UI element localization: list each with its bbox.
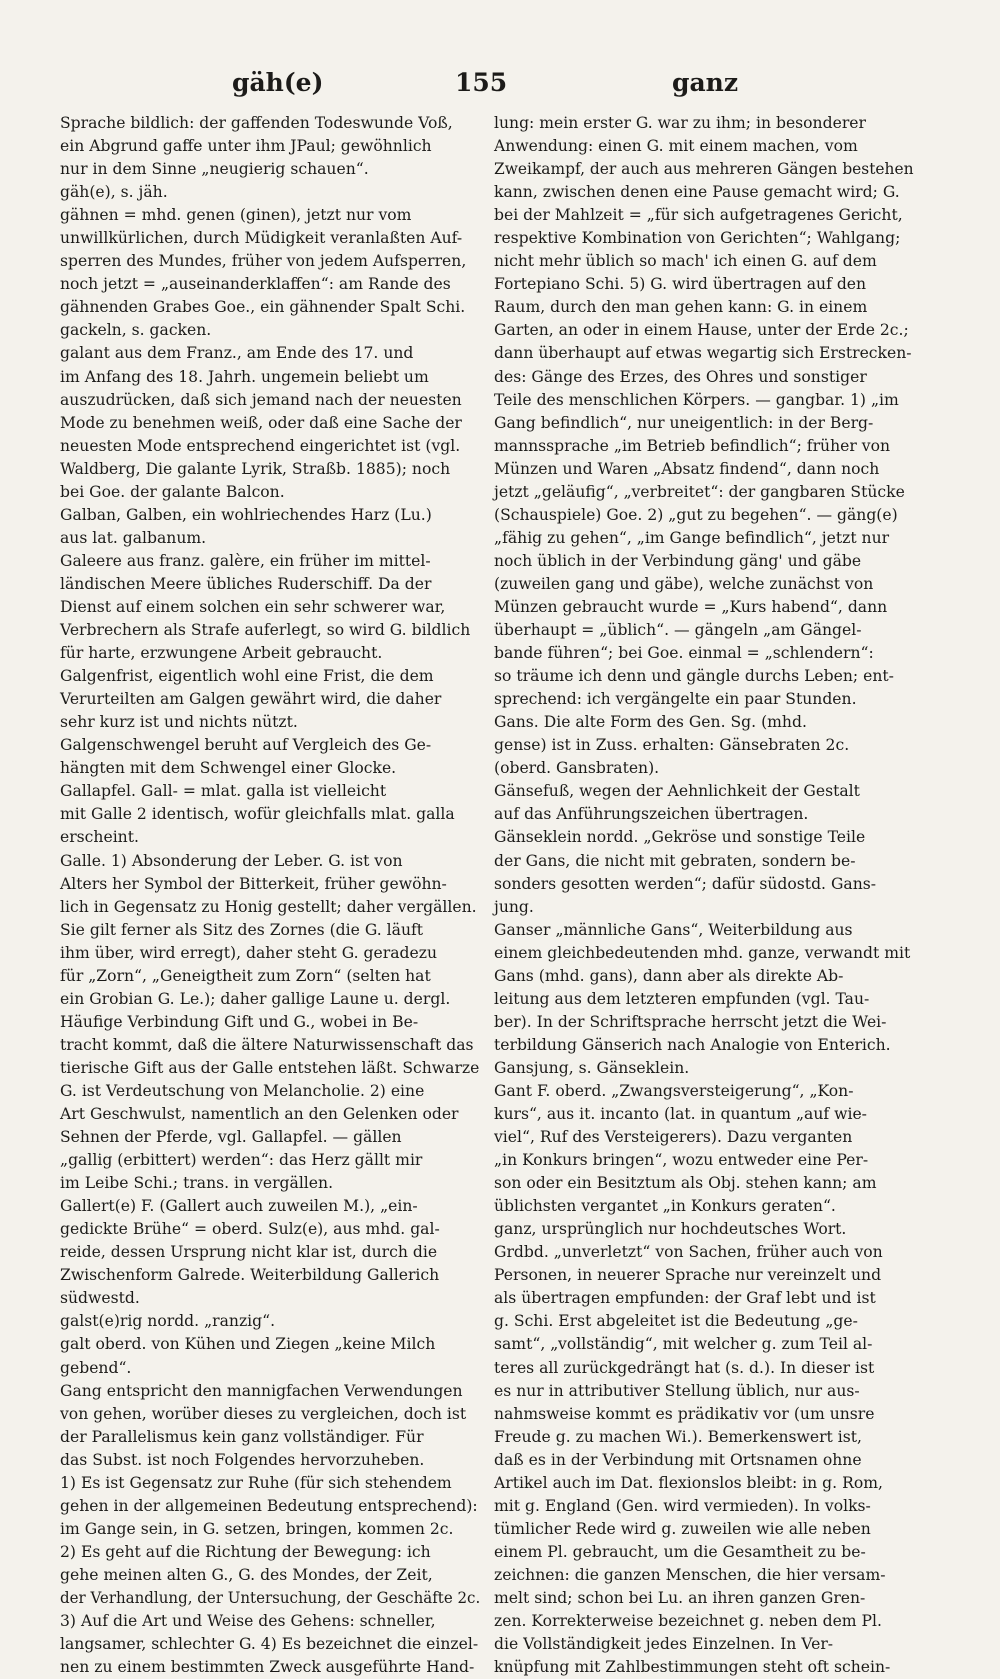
text-line: ihm über, wird erregt), daher steht G. geradezu [60, 943, 437, 962]
text-line: samt“, „vollständig“, mit welcher g. zum Teil al- [494, 1335, 873, 1354]
text-line: Verbrechern als Strafe auferlegt, so wird G. bildlich [60, 621, 471, 640]
text-line: viel“, Ruf des Versteigerers). Dazu verganten [494, 1128, 853, 1147]
text-line: gehen in der allgemeinen Bedeutung entsprechend): [60, 1496, 478, 1515]
text-line: Zwischenform Galrede. Weiterbildung Gallerich [60, 1266, 440, 1285]
text-line: Gänseklein nordd. „Gekröse und sonstige Teile [494, 828, 866, 847]
text-line: mit g. England (Gen. wird vermieden). In volks- [494, 1496, 871, 1515]
text-line: ländischen Meere übliches Ruderschiff. Da der [60, 574, 432, 593]
text-line: sprechend: ich vergängelte ein paar Stunden. [494, 690, 857, 709]
text-line: jung. [494, 897, 534, 916]
text-line: g. Schi. Erst abgeleitet ist die Bedeutung „ge- [494, 1312, 858, 1331]
text-line: bei Goe. der galante Balcon. [60, 482, 285, 501]
text-line: Grdbd. „unverletzt“ von Sachen, früher auch von [494, 1243, 883, 1262]
text-line: Gans (mhd. gans), dann aber als direkte Ab- [494, 966, 844, 985]
text-line: für „Zorn“, „Geneigtheit zum Zorn“ (selten hat [60, 966, 431, 985]
text-line: Garten, an oder in einem Hause, unter der Erde 2c.; [494, 321, 909, 340]
text-line: Galban, Galben, ein wohlriechendes Harz (Lu.) [60, 505, 432, 524]
text-line: gebend“. [60, 1358, 132, 1377]
text-line: zen. Korrekterweise bezeichnet g. neben dem Pl. [494, 1612, 882, 1631]
text-line: gackeln, s. gacken. [60, 321, 212, 340]
text-line: sonders gesotten werden“; dafür südostd. Gans- [494, 874, 877, 893]
text-line: mit Galle 2 identisch, wofür gleichfalls mlat. galla [60, 805, 455, 824]
text-line: lung: mein erster G. war zu ihm; in besonderer [494, 114, 866, 132]
text-line: Galgenfrist, eigentlich wohl eine Frist, die dem [60, 667, 434, 686]
text-line: der Verhandlung, der Untersuchung, der Geschäfte 2c. [60, 1589, 481, 1607]
text-line: melt sind; schon bei Lu. an ihren ganzen Gren- [494, 1589, 866, 1607]
text-line: der Parallelismus kein ganz vollständiger. Für [60, 1427, 424, 1446]
text-line: ber). In der Schriftsprache herrscht jetzt die Wei- [494, 1012, 887, 1031]
text-line: Häufige Verbindung Gift und G., wobei in Be- [60, 1012, 419, 1031]
text-line: der Gans, die nicht mit gebraten, sondern be- [494, 851, 856, 870]
text-line: leitung aus dem letzteren empfunden (vgl. Tau- [494, 989, 870, 1008]
text-line: gehe meinen alten G., G. des Mondes, der Zeit, [60, 1565, 433, 1584]
text-line: einem Pl. gebraucht, um die Gesamtheit zu be- [494, 1542, 866, 1561]
text-line: ein Abgrund gaffe unter ihm JPaul; gewöhnlich [60, 137, 432, 156]
text-line: galant aus dem Franz., am Ende des 17. und [60, 344, 414, 363]
text-line: Dienst auf einem solchen ein sehr schwerer war, [60, 597, 446, 616]
text-line: tracht kommt, daß die ältere Naturwissenschaft das [60, 1035, 474, 1054]
text-line: für harte, erzwungene Arbeit gebraucht. [60, 644, 383, 663]
text-line: knüpfung mit Zahlbestimmungen steht oft schein- [494, 1658, 891, 1677]
text-line: bei der Mahlzeit = „für sich aufgetragenes Gericht, [494, 206, 903, 225]
text-line: üblichsten vergantet „in Konkurs geraten“. [494, 1197, 836, 1216]
text-line: Gallapfel. Gall- = mlat. galla ist vielleicht [60, 782, 387, 801]
text-line: südwestd. [60, 1289, 140, 1308]
text-line: daß es in der Verbindung mit Ortsnamen ohne [494, 1450, 862, 1469]
text-line: (oberd. Gansbraten). [494, 759, 660, 778]
text-line: jetzt „geläufig“, „verbreitet“: der gangbaren Stücke [494, 482, 905, 501]
text-line: von gehen, worüber dieses zu vergleichen, doch ist [60, 1404, 467, 1423]
text-line: das Subst. ist noch Folgendes hervorzuheben. [60, 1450, 425, 1469]
text-line: Art Geschwulst, namentlich an den Gelenken oder [60, 1105, 459, 1124]
text-line: „in Konkurs bringen“, wozu entweder eine Per- [494, 1151, 869, 1170]
text-line: langsamer, schlechter G. 4) Es bezeichnet die einzel- [60, 1635, 479, 1654]
text-line: sehr kurz ist und nichts nützt. [60, 713, 298, 732]
text-line: gähnen = mhd. genen (ginen), jetzt nur vom [60, 206, 412, 225]
text-line: so träume ich denn und gängle durchs Leben; ent- [494, 667, 894, 686]
text-line: einem gleichbedeutenden mhd. ganze, verwandt mit [494, 943, 911, 962]
text-line: Gant F. oberd. „Zwangsversteigerung“, „Kon- [494, 1081, 854, 1100]
text-line: unwillkürlichen, durch Müdigkeit veranlaßten Auf- [60, 229, 463, 248]
text-line: hängten mit dem Schwengel einer Glocke. [60, 759, 397, 778]
text-line: Teile des menschlichen Körpers. — gangbar. 1) „im [494, 390, 899, 409]
text-line: nen zu einem bestimmten Zweck ausgeführte Hand- [60, 1658, 475, 1677]
text-line: die Vollständigkeit jedes Einzelnen. In Ver- [494, 1635, 834, 1654]
page-number: 155 [455, 68, 508, 97]
text-line: (zuweilen gang und gäbe), welche zunächst von [494, 574, 874, 593]
text-line: noch jetzt = „auseinanderklaffen“: am Rande des [60, 275, 451, 294]
text-line: Artikel auch im Dat. flexionslos bleibt: in g. Rom, [494, 1473, 883, 1492]
text-line: galst(e)rig nordd. „ranzig“. [60, 1312, 276, 1331]
text-line: im Gange sein, in G. setzen, bringen, kommen 2c. [60, 1519, 454, 1538]
text-line: des: Gänge des Erzes, des Ohres und sonstiger [494, 367, 867, 386]
text-line: bande führen“; bei Goe. einmal = „schlendern“: [494, 644, 874, 663]
text-line: terbildung Gänserich nach Analogie von Enterich. [494, 1035, 891, 1054]
text-line: Mode zu benehmen weiß, oder daß eine Sache der [60, 413, 462, 432]
text-line: überhaupt = „üblich“. — gängeln „am Gängel- [494, 621, 862, 640]
text-line: nur in dem Sinne „neugierig schauen“. [60, 160, 369, 179]
text-line: Gansjung, s. Gänseklein. [494, 1058, 690, 1077]
text-line: Gang befindlich“, nur uneigentlich: in der Berg- [494, 413, 874, 432]
text-line: sperren des Mundes, früher von jedem Aufsperren, [60, 252, 467, 271]
text-line: tierische Gift aus der Galle entstehen läßt. Schwarze [60, 1058, 480, 1077]
text-line: ganz, ursprünglich nur hochdeutsches Wort. [494, 1220, 847, 1239]
text-line: Gallert(e) F. (Gallert auch zuweilen M.), „ein- [60, 1197, 418, 1216]
text-line: im Leibe Schi.; trans. in vergällen. [60, 1174, 334, 1193]
text-line: ein Grobian G. Le.); daher gallige Laune u. dergl. [60, 989, 451, 1008]
text-line: kurs“, aus it. incanto (lat. in quantum „auf wie- [494, 1105, 867, 1124]
text-line: Galle. 1) Absonderung der Leber. G. ist von [60, 851, 403, 870]
text-line: gense) ist in Zuss. erhalten: Gänsebraten 2c. [494, 736, 850, 755]
text-line: „gallig (erbittert) werden“: das Herz gällt mir [60, 1151, 423, 1170]
text-line: tümlicher Rede wird g. zuweilen wie alle neben [494, 1519, 871, 1538]
text-line: Ganser „männliche Gans“, Weiterbildung aus [494, 920, 853, 939]
right-column [494, 112, 914, 1679]
text-line: Gänsefuß, wegen der Aehnlichkeit der Gestalt [494, 782, 860, 801]
text-line: zeichnen: die ganzen Menschen, die hier versam- [494, 1565, 886, 1584]
text-line: Zweikampf, der auch aus mehreren Gängen bestehen [494, 160, 914, 179]
text-line: kann, zwischen denen eine Pause gemacht wird; G. [494, 183, 900, 202]
text-line: galt oberd. von Kühen und Ziegen „keine Milch [60, 1335, 436, 1354]
text-line: dann überhaupt auf etwas wegartig sich Erstrecken- [494, 344, 912, 363]
text-line: Gang entspricht den mannigfachen Verwendungen [60, 1381, 463, 1400]
left-column [60, 112, 480, 1679]
text-line: Galgenschwengel beruht auf Vergleich des Ge- [60, 736, 432, 755]
text-line: Sehnen der Pferde, vgl. Gallapfel. — gällen [60, 1128, 402, 1147]
text-line: Sprache bildlich: der gaffenden Todeswunde Voß, [60, 114, 453, 132]
text-line: auf das Anführungszeichen übertragen. [494, 805, 809, 824]
text-line: neuesten Mode entsprechend eingerichtet ist (vgl. [60, 436, 461, 455]
text-line: gedickte Brühe“ = oberd. Sulz(e), aus mhd. gal- [60, 1220, 440, 1239]
running-head-right: ganz [672, 68, 739, 97]
text-line: Fortepiano Schi. 5) G. wird übertragen auf den [494, 275, 867, 294]
text-line: (Schauspiele) Goe. 2) „gut zu begehen“. — gäng(e) [494, 505, 898, 524]
text-line: 1) Es ist Gegensatz zur Ruhe (für sich stehendem [60, 1473, 452, 1492]
text-line: Verurteilten am Galgen gewährt wird, die daher [60, 690, 442, 709]
text-line: erscheint. [60, 828, 139, 847]
text-line: son oder ein Besitztum als Obj. stehen kann; am [494, 1174, 877, 1193]
text-line: es nur in attributiver Stellung üblich, nur aus- [494, 1381, 860, 1400]
text-line: 2) Es geht auf die Richtung der Bewegung: ich [60, 1542, 431, 1561]
text-line: Freude g. zu machen Wi.). Bemerkenswert ist, [494, 1427, 862, 1446]
text-line: Sie gilt ferner als Sitz des Zornes (die G. läuft [60, 920, 424, 939]
text-line: „fähig zu gehen“, „im Gange befindlich“, jetzt nur [494, 528, 890, 547]
text-line: Waldberg, Die galante Lyrik, Straßb. 1885); noch [60, 459, 451, 478]
text-line: nicht mehr üblich so mach' ich einen G. auf dem [494, 252, 877, 271]
text-line: Anwendung: einen G. mit einem machen, vom [494, 137, 858, 156]
text-line: Münzen und Waren „Absatz findend“, dann noch [494, 459, 880, 478]
text-line: noch üblich in der Verbindung gäng' und gäbe [494, 551, 862, 570]
text-line: Alters her Symbol der Bitterkeit, früher gewöhn- [60, 874, 447, 893]
text-line: Galeere aus franz. galère, ein früher im mittel- [60, 551, 431, 570]
text-line: auszudrücken, daß sich jemand nach der neuesten [60, 390, 462, 409]
text-line: Raum, durch den man gehen kann: G. in einem [494, 298, 868, 317]
text-line: im Anfang des 18. Jahrh. ungemein beliebt um [60, 367, 429, 386]
text-line: gähnenden Grabes Goe., ein gähnender Spalt Schi. [60, 298, 466, 317]
text-line: Gans. Die alte Form des Gen. Sg. (mhd. [494, 713, 807, 732]
text-line: 3) Auf die Art und Weise des Gehens: schneller, [60, 1612, 436, 1631]
text-line: reide, dessen Ursprung nicht klar ist, durch die [60, 1243, 438, 1262]
text-line: G. ist Verdeutschung von Melancholie. 2) eine [60, 1081, 425, 1100]
text-line: Münzen gebraucht wurde = „Kurs habend“, dann [494, 597, 888, 616]
text-line: als übertragen empfunden: der Graf lebt und ist [494, 1289, 876, 1308]
running-head-left: gäh(e) [232, 68, 324, 97]
text-line: lich in Gegensatz zu Honig gestellt; daher vergällen. [60, 897, 477, 916]
text-line: respektive Kombination von Gerichten“; Wahlgang; [494, 229, 901, 248]
text-line: nahmsweise kommt es prädikativ vor (um unsre [494, 1404, 875, 1423]
text-line: teres all zurückgedrängt hat (s. d.). In dieser ist [494, 1358, 875, 1377]
text-line: mannssprache „im Betrieb befindlich“; früher von [494, 436, 891, 455]
text-line: Personen, in neuerer Sprache nur vereinzelt und [494, 1266, 882, 1285]
text-line: aus lat. galbanum. [60, 528, 207, 547]
text-line: gäh(e), s. jäh. [60, 183, 168, 202]
